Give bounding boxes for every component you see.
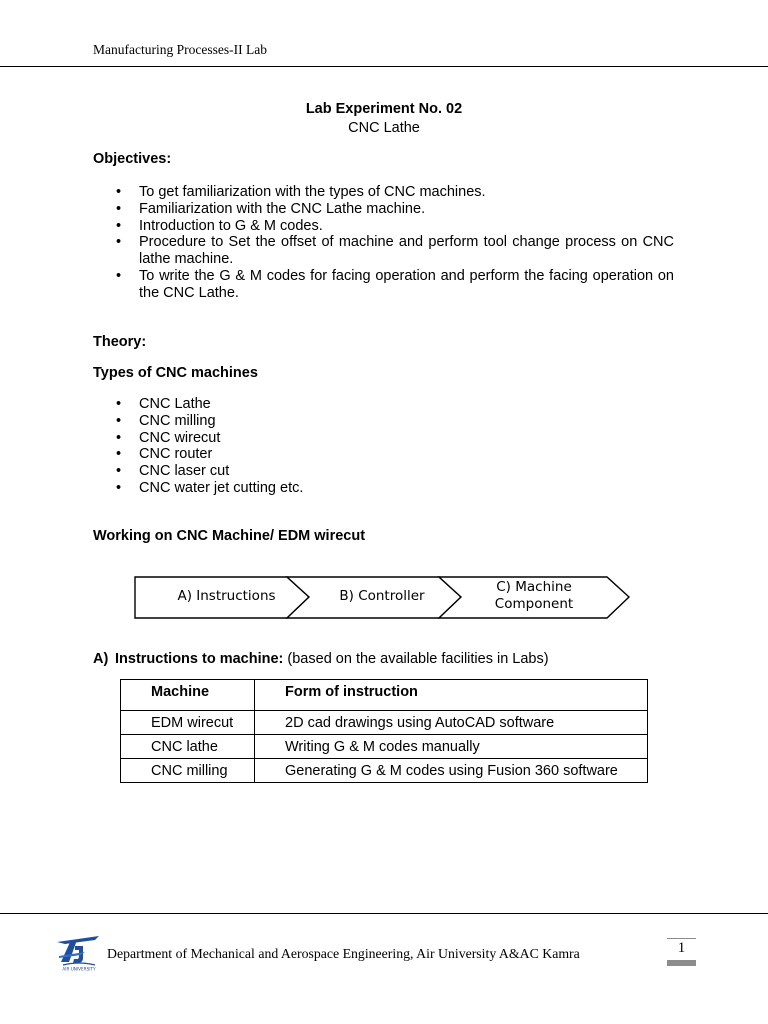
list-item: • Familiarization with the CNC Lathe machine.: [116, 201, 674, 218]
table-cell: Writing G & M codes manually: [255, 735, 648, 759]
table-cell: CNC lathe: [121, 735, 255, 759]
page-number: 1: [677, 940, 686, 956]
list-item: • CNC milling: [116, 413, 674, 430]
table-row: [121, 711, 648, 735]
instructions-heading-bold: Instructions to machine:: [115, 651, 284, 667]
objectives-heading: Objectives:: [93, 151, 172, 167]
list-item: • CNC router: [116, 446, 674, 463]
cnc-types-list: [116, 396, 674, 497]
theory-heading: Theory:: [93, 334, 147, 350]
list-item: • CNC laser cut: [116, 463, 674, 480]
instructions-letter: A): [93, 651, 109, 667]
table-cell: Generating G & M codes using Fusion 360 software: [255, 759, 648, 783]
footer-department: Department of Mechanical and Aerospace Engineering, Air University A&AC Kamra: [107, 946, 580, 961]
list-item: • To write the G & M codes for facing operation and perform the facing operation on the CNC Lathe.: [116, 268, 674, 302]
instructions-heading-note: (based on the available facilities in Labs): [283, 651, 549, 667]
header-divider: [0, 66, 768, 67]
table-header-row: [121, 680, 648, 711]
list-item: • CNC water jet cutting etc.: [116, 480, 674, 497]
objectives-list: [116, 184, 674, 302]
list-item: • To get familiarization with the types of CNC machines.: [116, 184, 674, 201]
table-cell: EDM wirecut: [121, 711, 255, 735]
list-item: • Procedure to Set the offset of machine and perform tool change process on CNC lathe machine.: [116, 234, 674, 268]
logo-emblem-icon: [55, 932, 103, 972]
air-university-logo: [55, 932, 103, 977]
table-cell: CNC milling: [121, 759, 255, 783]
table-row: [121, 759, 648, 783]
experiment-name: CNC Lathe: [348, 120, 420, 136]
running-header: Manufacturing Processes-II Lab: [93, 42, 267, 57]
list-item: • Introduction to G & M codes.: [116, 218, 674, 235]
footer-divider: [0, 913, 768, 914]
working-heading: Working on CNC Machine/ EDM wirecut: [93, 528, 366, 544]
column-header-form: Form of instruction: [255, 680, 648, 711]
experiment-number: Lab Experiment No. 02: [305, 101, 463, 117]
list-item: • CNC wirecut: [116, 430, 674, 447]
logo-caption: AIR UNIVERSITY: [62, 966, 96, 972]
page-number-top-rule: [667, 938, 696, 939]
page-number-underbar: [667, 960, 696, 966]
flow-step-2-label: B) Controller: [339, 588, 425, 604]
table-cell: 2D cad drawings using AutoCAD software: [255, 711, 648, 735]
flow-step-3-label: C) Machine Component: [494, 579, 574, 612]
table-row: [121, 735, 648, 759]
flow-step-1-label: A) Instructions: [177, 588, 276, 604]
instructions-heading: [93, 651, 549, 667]
list-item: • CNC Lathe: [116, 396, 674, 413]
page-number-box: [667, 938, 696, 966]
types-heading: Types of CNC machines: [93, 365, 258, 381]
instructions-table: [120, 679, 648, 783]
column-header-machine: Machine: [121, 680, 255, 711]
process-flow-diagram: [134, 575, 632, 626]
